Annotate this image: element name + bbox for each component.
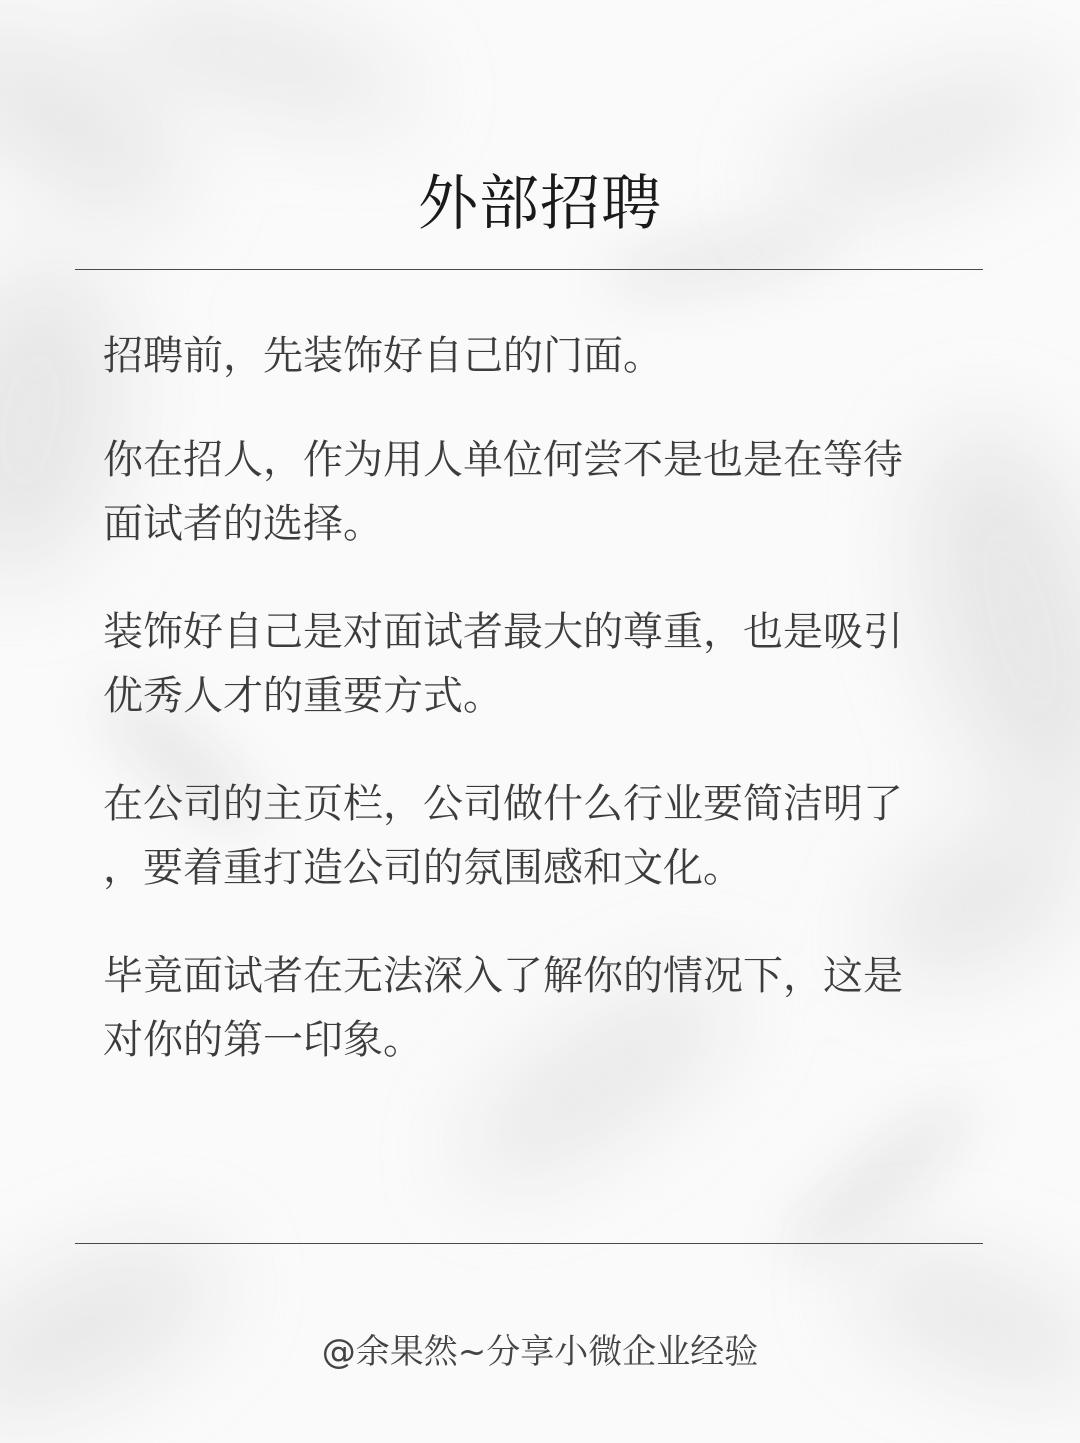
- author-signature: @余果然~分享小微企业经验: [321, 1332, 759, 1372]
- paragraph-1: 招聘前，先装饰好自己的门面。: [103, 333, 663, 379]
- paragraph-3: 装饰好自己是对面试者最大的尊重，也是吸引 优秀人才的重要方式。: [103, 609, 903, 719]
- paragraph-2: 你在招人，作为用人单位何尝不是也是在等待 面试者的选择。: [103, 437, 903, 547]
- paragraph-4: 在公司的主页栏，公司做什么行业要简洁明了 ，要着重打造公司的氛围感和文化。: [103, 781, 903, 891]
- bottom-divider: [75, 1243, 983, 1244]
- paragraph-5: 毕竟面试者在无法深入了解你的情况下，这是 对你的第一印象。: [103, 953, 903, 1063]
- page-title: 外部招聘: [418, 169, 662, 239]
- top-divider: [75, 269, 983, 270]
